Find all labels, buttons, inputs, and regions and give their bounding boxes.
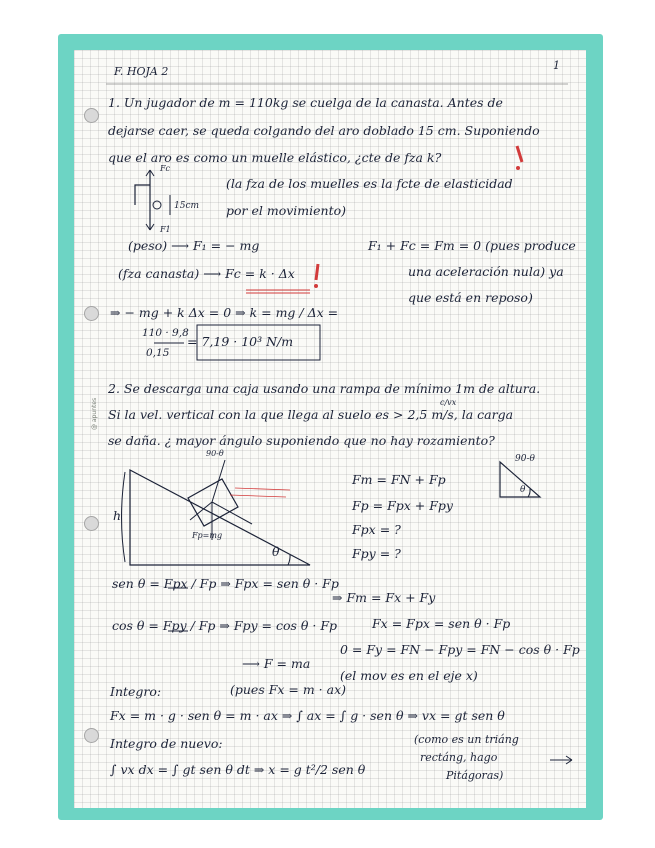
force-equation-2: Fp = Fpx + Fpy	[352, 498, 453, 513]
newton-law: ⟶ F = ma	[242, 656, 311, 671]
k-equation: ⇒ − mg + k Δx = 0 ⇒ k = mg / Δx =	[110, 305, 339, 320]
peso-equation: (peso) ⟶ F₁ = − mg	[128, 238, 260, 253]
problem2-line1: 2. Se descarga una caja usando una rampa de mínimo 1m de altura.	[108, 381, 541, 396]
pythagoras-note-3: Pitágoras)	[446, 769, 504, 782]
fraction-denominator: 0,15	[146, 347, 170, 359]
force-equation-3: Fpx = ?	[352, 522, 401, 537]
ramp-fp-label: Fp=mg	[192, 531, 223, 540]
pues-note: (pues Fx = m · ax)	[230, 682, 347, 697]
problem2-line3: se daña. ¿ mayor ángulo suponiendo que no hay rozamiento?	[108, 433, 495, 448]
force-equation-4: Fpy = ?	[352, 546, 401, 561]
problem1-line3: que el aro es como un muelle elástico, ¿cte de fza k?	[108, 150, 442, 165]
problem1-note-line2: por el movimiento)	[226, 203, 347, 218]
figure-label-15cm: 15cm	[174, 201, 200, 211]
problem1-note-line1: (la fza de los muelles es la fcte de elasticidad	[226, 176, 513, 191]
figure-label-f1: F1	[160, 225, 171, 234]
integro-label: Integro:	[110, 684, 162, 699]
triangle-theta-label: θ	[520, 485, 526, 495]
pythagoras-note-2: rectáng, hago	[420, 751, 498, 764]
force-equation-1: Fт = FN + Fp	[352, 472, 446, 487]
canasta-equation: (fza canasta) ⟶ Fc = k · Δx	[118, 266, 295, 281]
problem1-line2: dejarse caer, se queda colgando del aro doblado 15 cm. Suponiendo	[108, 123, 540, 138]
triangle-90-label: 90-θ	[515, 454, 535, 464]
ramp-height-label: h	[113, 508, 122, 523]
figure-label-fc: Fc	[160, 164, 171, 173]
force-sum-line1: F₁ + Fc = Fт = 0 (pues produce	[368, 238, 576, 253]
position-equation: ∫ vx dx = ∫ gt sen θ dt ⇒ x = g t²/2 sen θ	[110, 762, 366, 777]
integro-again-label: Integro de nuevo:	[110, 736, 223, 751]
fy-equation: 0 = Fy = FN − Fpy = FN − cos θ · Fp	[340, 642, 580, 657]
force-sum-line3: que está en reposo)	[408, 290, 533, 305]
force-sum-line2: una aceleración nula) ya	[408, 264, 564, 279]
page-header-title: F. HOJA 2	[114, 65, 169, 78]
fraction-numerator: 110 · 9,8	[142, 327, 189, 339]
side-watermark: @ apuntes	[91, 397, 98, 430]
fx-equation: Fx = Fpx = sen θ · Fp	[372, 616, 511, 631]
page-number: 1	[553, 59, 560, 72]
k-result: = 7,19 · 10³ N/m	[187, 334, 294, 349]
total-force-equation: ⇒ Fт = Fx + Fy	[332, 590, 436, 605]
fx-integration-equation: Fx = m · g · sen θ = m · ax ⇒ ∫ ax = ∫ g · sen θ ⇒ vx = gt sen θ	[110, 708, 505, 723]
movement-note: (el mov es en el eje x)	[340, 668, 478, 683]
pythagoras-note-1: (como es un triáng	[414, 733, 519, 746]
sen-equation: sen θ = Fpx / Fp ⇒ Fpx = sen θ · Fp	[112, 576, 339, 591]
problem2-line2: Si la vel. vertical con la que llega al suelo es > 2,5 m/s, la carga	[108, 407, 514, 422]
cos-equation: cos θ = Fpy / Fp ⇒ Fpy = cos θ · Fp	[112, 618, 338, 633]
ramp-90-label: 90-θ	[206, 449, 224, 458]
ramp-angle-label: θ	[272, 544, 280, 559]
problem1-line1: 1. Un jugador de m = 110kg se cuelga de la canasta. Antes de	[108, 95, 503, 110]
problem2-superscript: c/vx	[440, 398, 457, 407]
